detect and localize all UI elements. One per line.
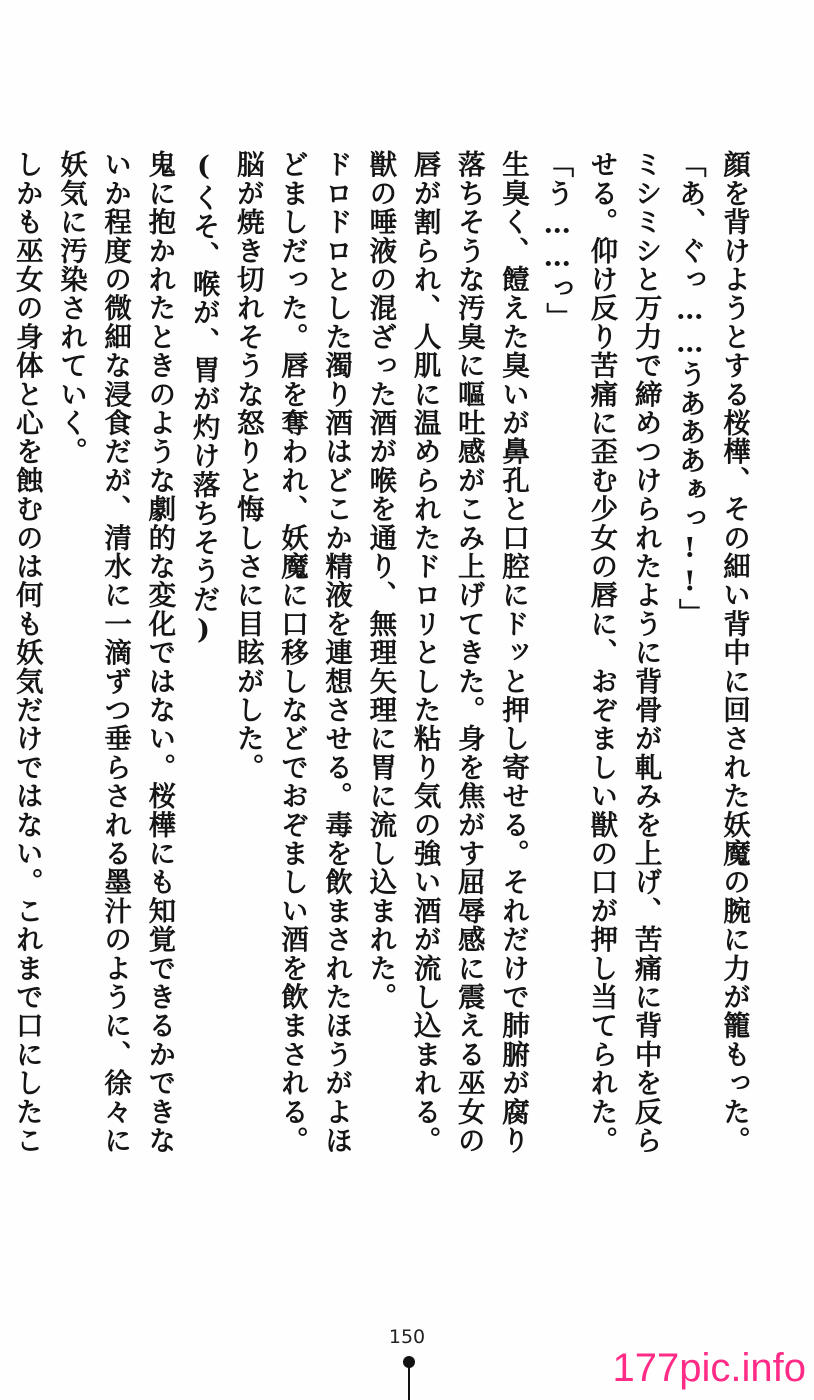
paragraph-9: しかも巫女の身体と心を蝕むのは何も妖気だけではない。これまで口にしたこ <box>10 150 43 1155</box>
paragraph-8: 鬼に抱かれたときのような劇的な変化ではない。桜樺にも知覚できるかできないか程度の微細な浸食だが、清水に一滴ずつ垂らされる墨汁のように、徐々に妖気に汚染されていく。 <box>54 150 176 1155</box>
paragraph-3: ミシミシと万力で締めつけられたように背骨が軋みを上げ、苦痛に背中を反らせる。仰け反り苦痛に歪む少女の唇に、おぞましい獣の口が押し当てられた。 <box>585 150 662 1155</box>
watermark-text: 177pic.info <box>612 1346 806 1390</box>
paragraph-6: ドロドロとした濁り酒はどこか精液を連想させる。毒を飲まされたほうがよほどましだった。唇を奪われ、妖魔に口移しなどでおぞましい酒を飲まされる。脳が焼き切れそうな怒りと悔しさに目眩がした。 <box>231 150 353 1155</box>
marker-stem <box>408 1366 410 1400</box>
paragraph-4: 「う……っ」 <box>541 150 574 332</box>
page-marker-icon <box>402 1356 416 1400</box>
paragraph-2: 「あ、ぐっ……うあああぁっ!!」 <box>673 150 706 628</box>
paragraph-1: 顔を背けようとする桜樺、その細い背中に回された妖魔の腕に力が籠もった。 <box>718 150 750 1155</box>
page-number: 150 <box>388 1326 426 1348</box>
paragraph-5: 生臭く、饐えた臭いが鼻孔と口腔にドッと押し寄せる。それだけで肺腑が腐り落ちそうな汚臭に嘔吐感がこみ上げてきた。身を焦がす屈辱感に震える巫女の唇が割られ、人肌に温められたドロリとした粘り気の強い酒が流し込まれる。獣の唾液の混ざった酒が喉を通り、無理矢理に胃に流し込まれた。 <box>364 150 529 1155</box>
paragraph-7: (くそ、喉が、胃が灼け落ちそうだ) <box>187 150 220 647</box>
body-text <box>0 150 756 1155</box>
